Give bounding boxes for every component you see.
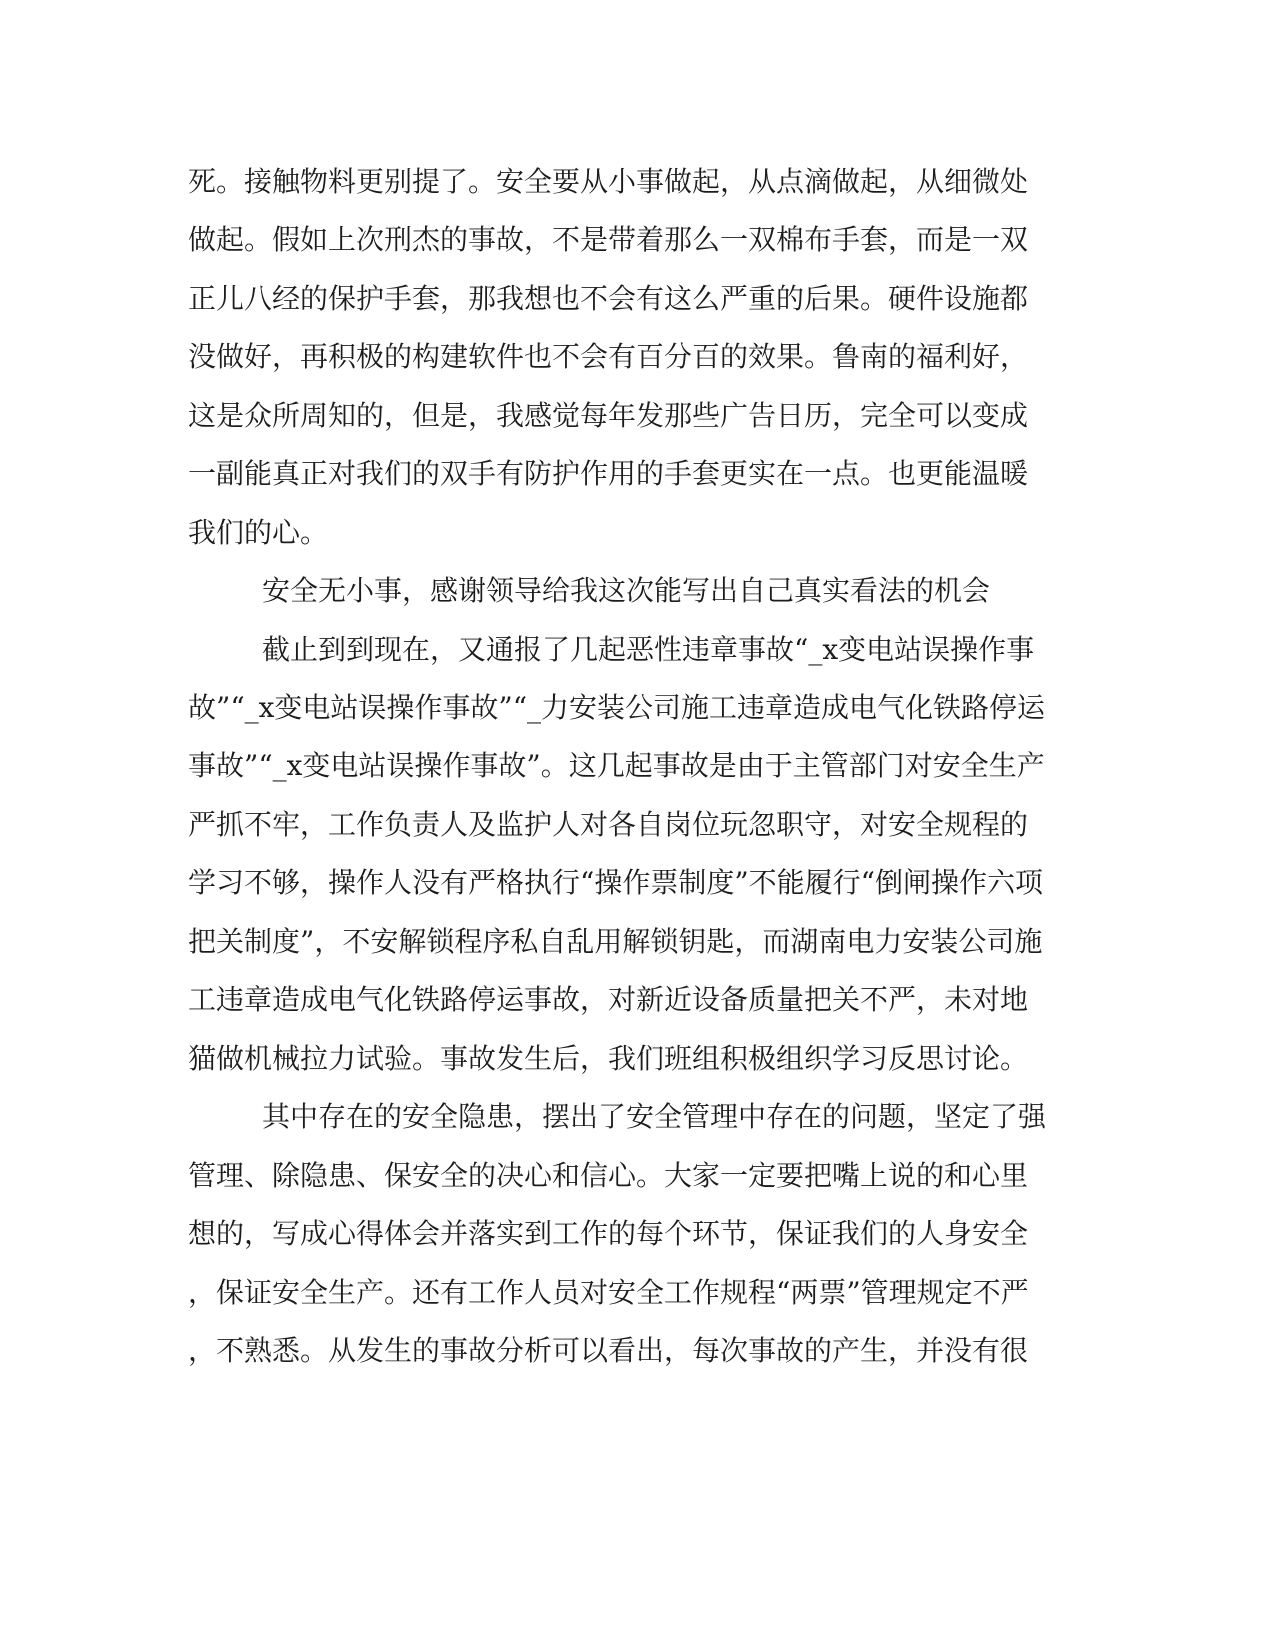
paragraph-line: 没做好，再积极的构建软件也不会有百分百的效果。鲁南的福利好，	[188, 340, 1029, 373]
paragraph-line: 做起。假如上次刑杰的事故，不是带着那么一双棉布手套，而是一双	[188, 223, 1029, 256]
paragraph-line: 这是众所周知的，但是，我感觉每年发那些广告日历，完全可以变成	[188, 399, 1029, 432]
paragraph-line: ，保证安全生产。还有工作人员对安全工作规程“两票”管理规定不严	[188, 1276, 1029, 1309]
paragraph-line: 我们的心。	[188, 516, 329, 549]
paragraph-line: 截止到到现在，又通报了几起恶性违章事故“_x变电站误操作事	[262, 633, 1035, 666]
paragraph-line: 管理、除隐患、保安全的决心和信心。大家一定要把嘴上说的和心里	[188, 1159, 1029, 1192]
paragraph-line: 工违章造成电气化铁路停运事故，对新近设备质量把关不严，未对地	[188, 983, 1029, 1016]
paragraph-line: 一副能真正对我们的双手有防护作用的手套更实在一点。也更能温暖	[188, 457, 1029, 490]
paragraph-line: 把关制度”，不安解锁程序私自乱用解锁钥匙，而湖南电力安装公司施	[188, 925, 1043, 958]
paragraph-line: 故”“_x变电站误操作事故”“_力安装公司施工违章造成电气化铁路停运	[188, 691, 1046, 724]
paragraph-line: 安全无小事，感谢领导给我这次能写出自己真实看法的机会	[262, 574, 991, 607]
paragraph-line: 事故”“_x变电站误操作事故”。这几起事故是由于主管部门对安全生产	[188, 749, 1045, 782]
paragraph-line: 猫做机械拉力试验。事故发生后，我们班组积极组织学习反思讨论。	[188, 1042, 1029, 1075]
paragraph-line: 死。接触物料更别提了。安全要从小事做起，从点滴做起，从细微处	[188, 165, 1029, 198]
paragraph-line: 正儿八经的保护手套，那我想也不会有这么严重的后果。硬件设施都	[188, 282, 1029, 315]
paragraph-line: 学习不够，操作人没有严格执行“操作票制度”不能履行“倒闸操作六项	[188, 866, 1043, 899]
paragraph-line: 想的，写成心得体会并落实到工作的每个环节，保证我们的人身安全	[188, 1217, 1029, 1250]
paragraph-line: 其中存在的安全隐患，摆出了安全管理中存在的问题，坚定了强	[262, 1100, 1047, 1133]
paragraph-line: ，不熟悉。从发生的事故分析可以看出，每次事故的产生，并没有很	[188, 1334, 1029, 1367]
paragraph-line: 严抓不牢，工作负责人及监护人对各自岗位玩忽职守，对安全规程的	[188, 808, 1029, 841]
